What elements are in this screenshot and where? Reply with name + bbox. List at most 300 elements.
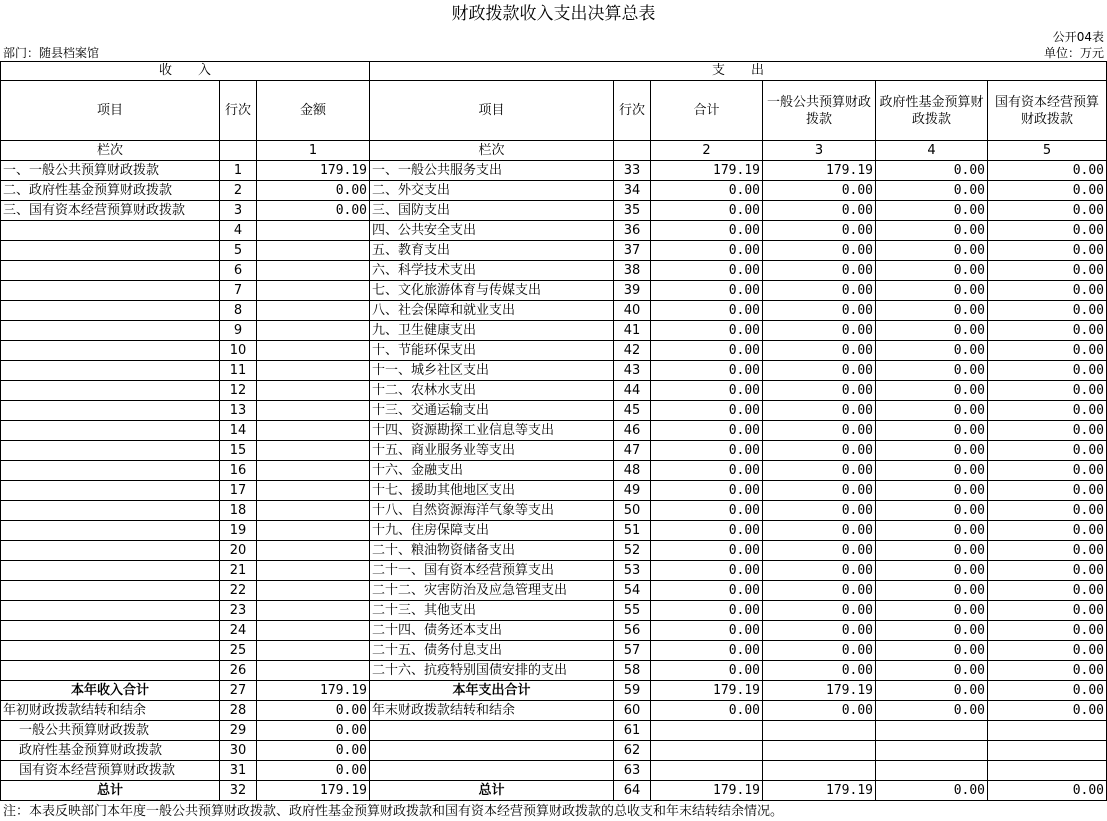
income-amount-cell: 179.19 <box>257 161 370 181</box>
expense-item-cell <box>370 761 614 781</box>
general-budget-cell: 0.00 <box>763 281 876 301</box>
income-item-cell <box>1 641 220 661</box>
table-body <box>1 161 1107 801</box>
table-row <box>1 261 1107 281</box>
income-item-cell <box>1 621 220 641</box>
table-row <box>1 461 1107 481</box>
fiscal-summary-table <box>0 61 1107 801</box>
general-budget-cell: 179.19 <box>763 681 876 701</box>
state-capital-cell: 0.00 <box>988 381 1107 401</box>
table-row <box>1 421 1107 441</box>
expense-item-cell: 七、文化旅游体育与传媒支出 <box>370 281 614 301</box>
income-item-cell <box>1 541 220 561</box>
col-index-4: 4 <box>876 141 988 161</box>
expense-item-cell: 二十四、债务还本支出 <box>370 621 614 641</box>
expense-row-no-header: 行次 <box>614 81 651 141</box>
fund-budget-cell: 0.00 <box>876 701 988 721</box>
fund-budget-cell: 0.00 <box>876 581 988 601</box>
expense-total-cell: 0.00 <box>651 661 763 681</box>
income-row-no-cell: 31 <box>220 761 257 781</box>
expense-item-cell: 十三、交通运输支出 <box>370 401 614 421</box>
expense-item-cell: 十九、住房保障支出 <box>370 521 614 541</box>
expense-total-cell: 179.19 <box>651 781 763 801</box>
income-row-no-cell: 10 <box>220 341 257 361</box>
state-capital-cell <box>988 721 1107 741</box>
fund-budget-cell: 0.00 <box>876 781 988 801</box>
general-budget-cell: 0.00 <box>763 261 876 281</box>
income-item-cell <box>1 421 220 441</box>
income-amount-cell <box>257 421 370 441</box>
table-row <box>1 181 1107 201</box>
expense-total-cell: 0.00 <box>651 441 763 461</box>
expense-total-cell: 0.00 <box>651 421 763 441</box>
expense-total-cell: 0.00 <box>651 521 763 541</box>
expense-row-no-cell: 35 <box>614 201 651 221</box>
income-amount-cell <box>257 241 370 261</box>
state-capital-cell: 0.00 <box>988 261 1107 281</box>
income-amount-cell: 179.19 <box>257 781 370 801</box>
expense-total-cell: 0.00 <box>651 221 763 241</box>
general-budget-cell: 0.00 <box>763 581 876 601</box>
income-amount-cell <box>257 581 370 601</box>
income-item-cell <box>1 361 220 381</box>
general-budget-cell: 0.00 <box>763 301 876 321</box>
fund-budget-cell: 0.00 <box>876 521 988 541</box>
income-row-no-cell: 11 <box>220 361 257 381</box>
general-budget-cell: 0.00 <box>763 221 876 241</box>
expense-total-header: 合计 <box>651 81 763 141</box>
income-amount-cell: 0.00 <box>257 721 370 741</box>
general-budget-cell: 0.00 <box>763 201 876 221</box>
income-row-no-cell: 19 <box>220 521 257 541</box>
state-capital-header: 国有资本经营预算财政拨款 <box>988 81 1107 141</box>
department-label: 部门：随县档案馆 <box>3 46 100 60</box>
income-amount-cell <box>257 461 370 481</box>
expense-total-cell: 0.00 <box>651 501 763 521</box>
income-item-cell: 国有资本经营预算财政拨款 <box>1 761 220 781</box>
income-amount-cell <box>257 481 370 501</box>
state-capital-cell: 0.00 <box>988 781 1107 801</box>
state-capital-cell: 0.00 <box>988 561 1107 581</box>
fund-budget-cell <box>876 761 988 781</box>
fund-budget-cell: 0.00 <box>876 301 988 321</box>
expense-row-no-cell: 40 <box>614 301 651 321</box>
expense-row-no-cell: 51 <box>614 521 651 541</box>
expense-row-no-cell: 56 <box>614 621 651 641</box>
fund-budget-cell: 0.00 <box>876 481 988 501</box>
state-capital-cell: 0.00 <box>988 341 1107 361</box>
fund-budget-cell: 0.00 <box>876 161 988 181</box>
income-row-no-cell: 18 <box>220 501 257 521</box>
general-budget-cell: 0.00 <box>763 621 876 641</box>
expense-row-no-cell: 41 <box>614 321 651 341</box>
fund-budget-cell: 0.00 <box>876 641 988 661</box>
income-item-cell <box>1 501 220 521</box>
income-item-cell <box>1 481 220 501</box>
expense-row-no-cell: 62 <box>614 741 651 761</box>
expense-total-cell: 0.00 <box>651 321 763 341</box>
income-column-label: 栏次 <box>1 141 220 161</box>
table-row <box>1 521 1107 541</box>
table-row <box>1 601 1107 621</box>
expense-row-no-cell: 55 <box>614 601 651 621</box>
income-row-no-cell: 28 <box>220 701 257 721</box>
state-capital-cell: 0.00 <box>988 701 1107 721</box>
income-row-no-cell: 7 <box>220 281 257 301</box>
expense-item-cell: 二十五、债务付息支出 <box>370 641 614 661</box>
general-budget-cell: 0.00 <box>763 441 876 461</box>
general-budget-cell: 0.00 <box>763 381 876 401</box>
fund-budget-cell: 0.00 <box>876 341 988 361</box>
table-row <box>1 381 1107 401</box>
table-row <box>1 301 1107 321</box>
fund-budget-cell <box>876 721 988 741</box>
income-row-no-cell: 6 <box>220 261 257 281</box>
income-item-cell <box>1 661 220 681</box>
income-row-no-cell: 26 <box>220 661 257 681</box>
expense-index-blank <box>614 141 651 161</box>
fund-budget-cell: 0.00 <box>876 201 988 221</box>
expense-total-cell: 0.00 <box>651 341 763 361</box>
expense-item-cell: 十四、资源勘探工业信息等支出 <box>370 421 614 441</box>
state-capital-cell: 0.00 <box>988 421 1107 441</box>
income-amount-cell: 0.00 <box>257 181 370 201</box>
income-row-no-cell: 17 <box>220 481 257 501</box>
table-row <box>1 741 1107 761</box>
income-row-no-cell: 16 <box>220 461 257 481</box>
state-capital-cell: 0.00 <box>988 281 1107 301</box>
income-amount-cell <box>257 321 370 341</box>
expense-row-no-cell: 64 <box>614 781 651 801</box>
income-section-header: 收 入 <box>1 62 370 81</box>
expense-total-cell: 0.00 <box>651 601 763 621</box>
state-capital-cell: 0.00 <box>988 641 1107 661</box>
expense-total-cell: 0.00 <box>651 461 763 481</box>
expense-total-cell: 0.00 <box>651 181 763 201</box>
table-row <box>1 761 1107 781</box>
expense-item-cell: 十八、自然资源海洋气象等支出 <box>370 501 614 521</box>
expense-total-cell: 0.00 <box>651 641 763 661</box>
expense-total-cell: 0.00 <box>651 201 763 221</box>
expense-total-cell: 0.00 <box>651 381 763 401</box>
income-amount-header: 金额 <box>257 81 370 141</box>
expense-column-label: 栏次 <box>370 141 614 161</box>
expense-item-cell: 十、节能环保支出 <box>370 341 614 361</box>
income-amount-cell <box>257 441 370 461</box>
fund-budget-cell: 0.00 <box>876 501 988 521</box>
expense-row-no-cell: 54 <box>614 581 651 601</box>
income-item-cell <box>1 261 220 281</box>
expense-total-cell: 179.19 <box>651 681 763 701</box>
expense-row-no-cell: 37 <box>614 241 651 261</box>
fund-budget-cell: 0.00 <box>876 681 988 701</box>
income-amount-cell <box>257 501 370 521</box>
expense-total-cell: 0.00 <box>651 541 763 561</box>
expense-row-no-cell: 42 <box>614 341 651 361</box>
expense-row-no-cell: 33 <box>614 161 651 181</box>
expense-item-cell: 十七、援助其他地区支出 <box>370 481 614 501</box>
fund-budget-header: 政府性基金预算财政拨款 <box>876 81 988 141</box>
expense-total-cell: 0.00 <box>651 261 763 281</box>
income-amount-cell: 0.00 <box>257 761 370 781</box>
state-capital-cell: 0.00 <box>988 221 1107 241</box>
fund-budget-cell: 0.00 <box>876 461 988 481</box>
unit-label: 单位：万元 <box>1043 46 1104 60</box>
expense-row-no-cell: 50 <box>614 501 651 521</box>
state-capital-cell: 0.00 <box>988 521 1107 541</box>
income-row-no-cell: 22 <box>220 581 257 601</box>
income-row-no-cell: 1 <box>220 161 257 181</box>
income-amount-cell: 0.00 <box>257 741 370 761</box>
income-amount-cell: 0.00 <box>257 201 370 221</box>
table-row <box>1 401 1107 421</box>
fund-budget-cell: 0.00 <box>876 561 988 581</box>
income-item-cell: 政府性基金预算财政拨款 <box>1 741 220 761</box>
general-budget-cell: 0.00 <box>763 401 876 421</box>
table-row <box>1 241 1107 261</box>
expense-row-no-cell: 36 <box>614 221 651 241</box>
income-index-blank <box>220 141 257 161</box>
fund-budget-cell: 0.00 <box>876 621 988 641</box>
general-budget-cell: 0.00 <box>763 521 876 541</box>
state-capital-cell: 0.00 <box>988 301 1107 321</box>
state-capital-cell: 0.00 <box>988 601 1107 621</box>
state-capital-cell: 0.00 <box>988 581 1107 601</box>
expense-total-cell <box>651 741 763 761</box>
fund-budget-cell: 0.00 <box>876 541 988 561</box>
general-budget-cell <box>763 721 876 741</box>
expense-item-cell: 总计 <box>370 781 614 801</box>
expense-row-no-cell: 39 <box>614 281 651 301</box>
col-index-1: 1 <box>257 141 370 161</box>
expense-row-no-cell: 57 <box>614 641 651 661</box>
income-item-cell <box>1 461 220 481</box>
fund-budget-cell: 0.00 <box>876 181 988 201</box>
state-capital-cell: 0.00 <box>988 321 1107 341</box>
income-row-no-cell: 23 <box>220 601 257 621</box>
income-item-cell: 本年收入合计 <box>1 681 220 701</box>
general-budget-cell: 0.00 <box>763 561 876 581</box>
general-budget-cell <box>763 761 876 781</box>
expense-row-no-cell: 47 <box>614 441 651 461</box>
income-amount-cell <box>257 261 370 281</box>
income-amount-cell <box>257 641 370 661</box>
state-capital-cell <box>988 761 1107 781</box>
income-item-cell: 年初财政拨款结转和结余 <box>1 701 220 721</box>
table-row <box>1 321 1107 341</box>
table-row <box>1 441 1107 461</box>
general-budget-cell: 179.19 <box>763 781 876 801</box>
income-row-no-cell: 9 <box>220 321 257 341</box>
expense-total-cell: 0.00 <box>651 361 763 381</box>
expense-total-cell <box>651 721 763 741</box>
income-amount-cell <box>257 221 370 241</box>
expense-row-no-cell: 43 <box>614 361 651 381</box>
fund-budget-cell: 0.00 <box>876 421 988 441</box>
expense-item-cell: 八、社会保障和就业支出 <box>370 301 614 321</box>
table-row <box>1 541 1107 561</box>
expense-total-cell: 0.00 <box>651 401 763 421</box>
state-capital-cell: 0.00 <box>988 541 1107 561</box>
expense-item-cell: 二、外交支出 <box>370 181 614 201</box>
expense-item-cell: 二十、粮油物资储备支出 <box>370 541 614 561</box>
expense-item-cell: 十五、商业服务业等支出 <box>370 441 614 461</box>
expense-item-cell: 十六、金融支出 <box>370 461 614 481</box>
general-budget-cell: 0.00 <box>763 181 876 201</box>
expense-item-cell: 年末财政拨款结转和结余 <box>370 701 614 721</box>
expense-item-cell: 六、科学技术支出 <box>370 261 614 281</box>
income-row-no-cell: 20 <box>220 541 257 561</box>
general-budget-cell: 0.00 <box>763 641 876 661</box>
table-row <box>1 341 1107 361</box>
expense-row-no-cell: 52 <box>614 541 651 561</box>
expense-total-cell: 0.00 <box>651 581 763 601</box>
state-capital-cell: 0.00 <box>988 201 1107 221</box>
income-item-cell <box>1 561 220 581</box>
expense-item-cell <box>370 741 614 761</box>
income-item-cell <box>1 321 220 341</box>
table-row <box>1 161 1107 181</box>
state-capital-cell: 0.00 <box>988 401 1107 421</box>
income-item-cell: 总计 <box>1 781 220 801</box>
income-item-cell <box>1 381 220 401</box>
income-amount-cell <box>257 281 370 301</box>
fund-budget-cell <box>876 741 988 761</box>
income-item-cell: 一般公共预算财政拨款 <box>1 721 220 741</box>
column-header-row <box>1 81 1107 141</box>
fund-budget-cell: 0.00 <box>876 601 988 621</box>
state-capital-cell: 0.00 <box>988 441 1107 461</box>
state-capital-cell <box>988 741 1107 761</box>
expense-item-cell: 三、国防支出 <box>370 201 614 221</box>
expense-row-no-cell: 59 <box>614 681 651 701</box>
table-row <box>1 481 1107 501</box>
income-amount-cell <box>257 541 370 561</box>
income-item-cell <box>1 601 220 621</box>
table-row <box>1 221 1107 241</box>
income-row-no-cell: 29 <box>220 721 257 741</box>
income-amount-cell <box>257 361 370 381</box>
income-row-no-cell: 13 <box>220 401 257 421</box>
expense-item-cell: 一、一般公共服务支出 <box>370 161 614 181</box>
expense-item-cell <box>370 721 614 741</box>
expense-total-cell: 0.00 <box>651 561 763 581</box>
expense-item-cell: 九、卫生健康支出 <box>370 321 614 341</box>
income-row-no-cell: 12 <box>220 381 257 401</box>
income-item-cell <box>1 281 220 301</box>
expense-row-no-cell: 58 <box>614 661 651 681</box>
expense-item-cell: 本年支出合计 <box>370 681 614 701</box>
expense-item-cell: 五、教育支出 <box>370 241 614 261</box>
income-row-no-cell: 27 <box>220 681 257 701</box>
fund-budget-cell: 0.00 <box>876 221 988 241</box>
income-item-header: 项目 <box>1 81 220 141</box>
income-row-no-cell: 14 <box>220 421 257 441</box>
state-capital-cell: 0.00 <box>988 461 1107 481</box>
state-capital-cell: 0.00 <box>988 621 1107 641</box>
general-budget-header: 一般公共预算财政拨款 <box>763 81 876 141</box>
table-row <box>1 661 1107 681</box>
income-amount-cell <box>257 381 370 401</box>
expense-item-cell: 四、公共安全支出 <box>370 221 614 241</box>
income-amount-cell <box>257 521 370 541</box>
expense-item-cell: 十一、城乡社区支出 <box>370 361 614 381</box>
column-index-row <box>1 141 1107 161</box>
income-amount-cell <box>257 601 370 621</box>
expense-item-header: 项目 <box>370 81 614 141</box>
footnote: 注：本表反映部门本年度一般公共预算财政拨款、政府性基金预算财政拨款和国有资本经营预算财政拨款的总收支和年末结转结余情况。 <box>3 804 784 819</box>
table-row <box>1 201 1107 221</box>
general-budget-cell: 0.00 <box>763 701 876 721</box>
fund-budget-cell: 0.00 <box>876 241 988 261</box>
income-row-no-cell: 15 <box>220 441 257 461</box>
table-row <box>1 641 1107 661</box>
income-row-no-cell: 4 <box>220 221 257 241</box>
expense-row-no-cell: 53 <box>614 561 651 581</box>
table-row <box>1 721 1107 741</box>
general-budget-cell: 0.00 <box>763 481 876 501</box>
income-item-cell <box>1 441 220 461</box>
col-index-3: 3 <box>763 141 876 161</box>
general-budget-cell: 0.00 <box>763 461 876 481</box>
income-item-cell <box>1 401 220 421</box>
table-row <box>1 621 1107 641</box>
expense-total-cell: 0.00 <box>651 481 763 501</box>
income-amount-cell <box>257 561 370 581</box>
expense-total-cell: 0.00 <box>651 701 763 721</box>
income-item-cell <box>1 581 220 601</box>
general-budget-cell: 0.00 <box>763 541 876 561</box>
income-amount-cell: 179.19 <box>257 681 370 701</box>
table-row <box>1 501 1107 521</box>
expense-section-header: 支 出 <box>370 62 1107 81</box>
expense-total-cell: 179.19 <box>651 161 763 181</box>
state-capital-cell: 0.00 <box>988 161 1107 181</box>
expense-row-no-cell: 61 <box>614 721 651 741</box>
expense-row-no-cell: 45 <box>614 401 651 421</box>
state-capital-cell: 0.00 <box>988 361 1107 381</box>
expense-item-cell: 二十一、国有资本经营预算支出 <box>370 561 614 581</box>
income-item-cell: 一、一般公共预算财政拨款 <box>1 161 220 181</box>
state-capital-cell: 0.00 <box>988 181 1107 201</box>
general-budget-cell: 0.00 <box>763 361 876 381</box>
income-row-no-cell: 21 <box>220 561 257 581</box>
general-budget-cell: 0.00 <box>763 241 876 261</box>
income-item-cell <box>1 521 220 541</box>
income-row-no-cell: 8 <box>220 301 257 321</box>
general-budget-cell: 0.00 <box>763 321 876 341</box>
expense-row-no-cell: 38 <box>614 261 651 281</box>
expense-row-no-cell: 44 <box>614 381 651 401</box>
expense-total-cell: 0.00 <box>651 301 763 321</box>
expense-item-cell: 二十二、灾害防治及应急管理支出 <box>370 581 614 601</box>
income-row-no-cell: 30 <box>220 741 257 761</box>
fund-budget-cell: 0.00 <box>876 281 988 301</box>
expense-row-no-cell: 49 <box>614 481 651 501</box>
general-budget-cell: 0.00 <box>763 661 876 681</box>
general-budget-cell: 0.00 <box>763 421 876 441</box>
table-row <box>1 581 1107 601</box>
income-row-no-cell: 3 <box>220 201 257 221</box>
expense-total-cell <box>651 761 763 781</box>
state-capital-cell: 0.00 <box>988 481 1107 501</box>
expense-row-no-cell: 46 <box>614 421 651 441</box>
income-item-cell <box>1 341 220 361</box>
table-row <box>1 781 1107 801</box>
expense-total-cell: 0.00 <box>651 241 763 261</box>
income-row-no-cell: 24 <box>220 621 257 641</box>
expense-total-cell: 0.00 <box>651 621 763 641</box>
